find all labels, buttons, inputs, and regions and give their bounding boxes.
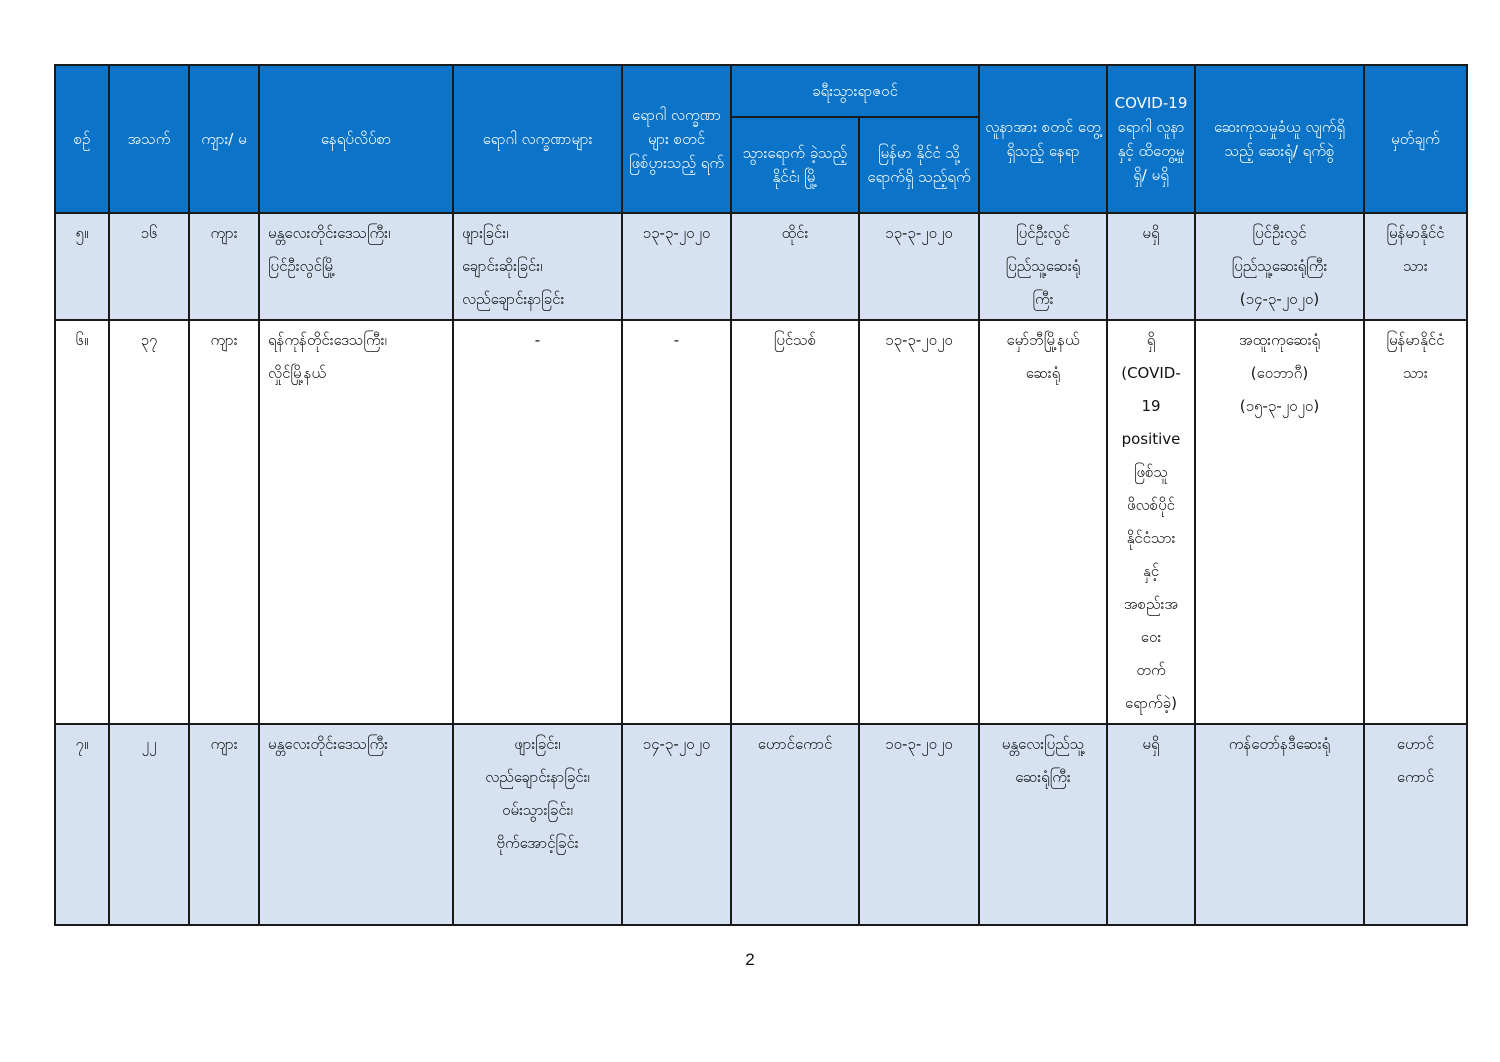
cell-line: လည်ချောင်းနာခြင်း: [462, 290, 565, 308]
case-detected-place: [979, 213, 1107, 320]
case-symptoms: [453, 724, 622, 925]
case-hospital: [1195, 724, 1364, 925]
cell-line: (၁၅-၃-၂၀၂၀): [1239, 397, 1320, 415]
case-arrival-date: ၁၀-၃-၂၀၂၀: [859, 724, 979, 925]
header-age: အသက်: [109, 65, 189, 213]
cell-line: ဖျားခြင်း၊: [462, 224, 509, 242]
cell-line: (၁၄-၃-၂၀၂၀): [1239, 290, 1320, 308]
case-remarks: [1364, 213, 1467, 320]
header-detected-place: လူနာအား စတင် တွေ့ရှိသည့် နေရာ: [979, 65, 1107, 213]
case-travel-country: ထိုင်း: [731, 213, 859, 320]
case-age: ၃၇: [109, 320, 189, 724]
case-contact: [1107, 213, 1195, 320]
case-contact: [1107, 724, 1195, 925]
case-age: ၂၂: [109, 724, 189, 925]
cell-line: ဟောင်: [1396, 735, 1435, 753]
cell-line: (ဝေဘာဂီ): [1250, 364, 1309, 382]
case-address: [259, 724, 453, 925]
header-contact: COVID-19 ရောဂါ လူနာနှင့် ထိတွေ့မှု ရှိ/ မရှိ: [1107, 65, 1195, 213]
header-no: စဉ်: [55, 65, 109, 213]
header-arrival-date: မြန်မာ နိုင်ငံ သို့ ရောက်ရှိ သည့်ရက်: [859, 117, 979, 213]
case-sex: ကျား: [189, 320, 259, 724]
cell-line: ပြင်ဦးလွင်မြို့: [268, 257, 336, 275]
case-arrival-date: ၁၃-၃-၂၀၂၀: [859, 213, 979, 320]
cell-line: ပြည်သူ့ဆေးရုံ: [1005, 257, 1081, 275]
case-arrival-date: ၁၃-၃-၂၀၂၀: [859, 320, 979, 724]
header-travel-country: သွားရောက် ခဲ့သည့် နိုင်ငံ၊ မြို့: [731, 117, 859, 213]
case-number: ၅။: [55, 213, 109, 320]
cell-line: ဆေးရုံကြီး: [1015, 768, 1071, 786]
cell-line: ကြီး: [1032, 290, 1054, 308]
case-detected-place: [979, 320, 1107, 724]
cell-line: အစည်းအ: [1123, 595, 1179, 613]
header-onset-date: ရောဂါ လက္ခဏာများ စတင် ဖြစ်ပွားသည့် ရက်: [622, 65, 731, 213]
case-symptoms: [453, 213, 622, 320]
case-travel-country: ဟောင်ကောင်: [731, 724, 859, 925]
case-onset-date: ၁၄-၃-၂၀၂၀: [622, 724, 731, 925]
cell-line: သား: [1403, 257, 1428, 275]
page-number: 2: [745, 950, 755, 969]
header-travel-history: ခရီးသွားရာဇဝင်: [731, 65, 979, 117]
cell-line: (COVID-: [1121, 364, 1181, 382]
cell-line: ဝေး: [1140, 628, 1162, 646]
cell-line: ကောင်: [1396, 768, 1435, 786]
case-detected-place: [979, 724, 1107, 925]
cell-line: မြန်မာနိုင်ငံ: [1386, 224, 1445, 242]
case-contact: [1107, 320, 1195, 724]
cell-line: ပြင်ဦးလွင်: [1016, 224, 1070, 242]
case-onset-date: -: [622, 320, 731, 724]
cell-line: ဖျားခြင်း၊: [514, 735, 561, 753]
cell-line: ဝမ်းသွားခြင်း၊: [502, 801, 573, 819]
cell-line: ဗိုက်အောင့်ခြင်း: [496, 834, 579, 852]
cell-line: ရန်ကုန်တိုင်းဒေသကြီး၊: [268, 331, 387, 349]
cell-line: မရှိ: [1142, 224, 1160, 242]
covid-case-table: [54, 64, 1468, 926]
cell-line: ရောက်ခဲ့): [1125, 694, 1177, 712]
cell-line: မန္တလေးတိုင်းဒေသကြီး: [268, 735, 388, 753]
cell-line: မရှိ: [1142, 735, 1160, 753]
cell-line: လှိုင်မြို့နယ်: [268, 364, 327, 382]
cell-line: ဆေးရုံ: [1025, 364, 1061, 382]
header-address: နေရပ်လိပ်စာ: [259, 65, 453, 213]
cell-line: သား: [1403, 364, 1428, 382]
cell-line: မန္တလေးတိုင်းဒေသကြီး၊: [268, 224, 391, 242]
case-travel-country: ပြင်သစ်: [731, 320, 859, 724]
case-address: [259, 213, 453, 320]
table-row: [55, 320, 1467, 724]
cell-line: ပြည်သူ့ဆေးရုံကြီး: [1231, 257, 1328, 275]
cell-line: မန္တလေးပြည်သူ့: [1001, 735, 1085, 753]
cell-line: လည်ချောင်းနာခြင်း၊: [485, 768, 590, 786]
header-sex: ကျား/ မ: [189, 65, 259, 213]
cell-line: ဖြစ်သူ: [1133, 463, 1169, 481]
cell-line: ဖိလစ်ပိုင်: [1127, 496, 1175, 514]
case-hospital: [1195, 213, 1364, 320]
case-remarks: [1364, 320, 1467, 724]
cell-line: နှင့်: [1142, 562, 1160, 580]
case-onset-date: ၁၃-၃-၂၀၂၀: [622, 213, 731, 320]
cell-line: မြန်မာနိုင်ငံ: [1386, 331, 1445, 349]
cell-line: positive: [1121, 430, 1181, 448]
cell-line: နိုင်ငံသား: [1126, 529, 1176, 547]
case-remarks: [1364, 724, 1467, 925]
case-number: ၇။: [55, 724, 109, 925]
case-number: ၆။: [55, 320, 109, 724]
cell-line: ကန်တော်နဒီဆေးရုံ: [1228, 735, 1331, 753]
case-sex: ကျား: [189, 213, 259, 320]
cell-line: မှော်ဘီမြို့နယ်: [1006, 331, 1080, 349]
case-symptoms: [453, 320, 622, 724]
case-hospital: [1195, 320, 1364, 724]
cell-line: ပြင်ဦးလွင်: [1252, 224, 1307, 242]
case-age: ၁၆: [109, 213, 189, 320]
cell-line: ချောင်းဆိုးခြင်း၊: [462, 257, 543, 275]
case-address: [259, 320, 453, 724]
table-row: [55, 213, 1467, 320]
cell-line: အထူးကုဆေးရုံ: [1238, 331, 1321, 349]
header-symptoms: ရောဂါ လက္ခဏာများ: [453, 65, 622, 213]
cell-line: 19: [1141, 397, 1161, 415]
table-row: [55, 724, 1467, 925]
header-remarks: မှတ်ချက်: [1364, 65, 1467, 213]
header-hospital: ဆေးကုသမှုခံယူ လျက်ရှိသည့် ဆေးရုံ/ ရက်စွဲ: [1195, 65, 1364, 213]
cell-line: -: [534, 331, 541, 349]
cell-line: ရှိ: [1146, 331, 1156, 349]
case-sex: ကျား: [189, 724, 259, 925]
cell-line: တက်: [1136, 661, 1166, 679]
